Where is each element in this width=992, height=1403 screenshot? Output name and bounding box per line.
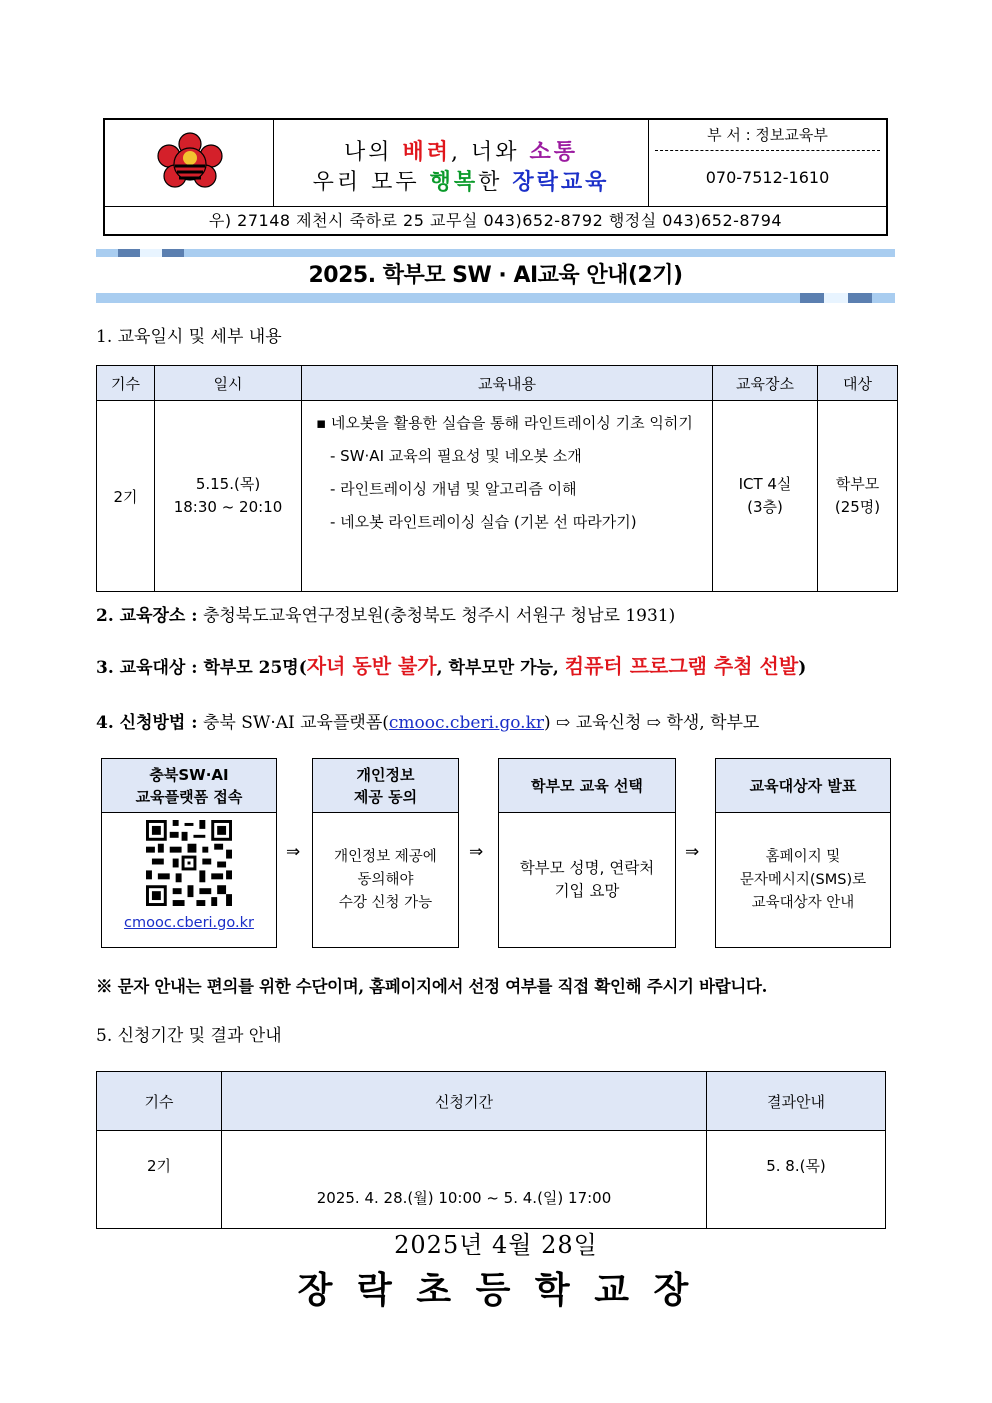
- slogan-2-segment: 우리 모두: [312, 170, 430, 195]
- slogan-line-1: [274, 135, 648, 166]
- issue-date: 2025년 4월 28일: [394, 1231, 598, 1259]
- flow-step-3-title: 학부모 교육 선택: [531, 776, 643, 795]
- title-bar-bottom: [96, 293, 895, 303]
- section-4-text2: ) ⇨ 교육신청 ⇨ 학생, 학부모: [544, 713, 760, 733]
- schedule-table: [96, 365, 898, 592]
- flow-step-3-head: [499, 759, 675, 813]
- department: 부 서 : 정보교육부: [707, 126, 828, 144]
- table-row: [97, 401, 898, 592]
- header-term: 기수: [97, 1072, 222, 1131]
- flow-step-4-body: [716, 813, 890, 947]
- slogan-2-segment: 행복: [429, 169, 479, 195]
- slogan-1-segment: 배려: [402, 139, 451, 165]
- cell-term: 2기: [97, 1131, 222, 1229]
- cell-term: 2기: [97, 401, 155, 592]
- slogan-2-segment: 한: [478, 170, 513, 195]
- section-4-label: 4. 신청방법 :: [96, 713, 198, 733]
- slogan-1-segment: 나의: [343, 140, 403, 165]
- section-2-text: 충청북도교육연구정보원(충청북도 청주시 서원구 청남로 1931): [197, 606, 676, 626]
- notice: ※ 문자 안내는 편의를 위한 수단이며, 홈페이지에서 선정 여부를 직접 확인해 주시기 바랍니다.: [96, 977, 768, 996]
- header-target: 대상: [818, 366, 898, 401]
- flow-arrow: ⇒: [469, 842, 484, 862]
- section-4-text1: 충북 SW·AI 교육플랫폼(: [197, 713, 389, 733]
- header-period: 신청기간: [222, 1072, 707, 1131]
- slogan-1-segment: 소통: [529, 139, 578, 165]
- flow-step-4-text: 홈페이지 및 문자메시지(SMS)로 교육대상자 안내: [739, 848, 867, 911]
- application-table: [96, 1071, 886, 1229]
- flow-step-2-head: [313, 759, 458, 813]
- cell-date: [155, 401, 302, 592]
- place-floor: (3층): [747, 498, 783, 516]
- section-3-end: ): [798, 658, 807, 678]
- flow-step-4: [715, 758, 891, 948]
- flow-step-1: [101, 758, 277, 948]
- content-item: - 네오봇 라인트레이싱 실습 (기본 선 따라가기): [330, 513, 637, 531]
- flow-step-2-text: 개인정보 제공에 동의해야 수강 신청 가능: [334, 848, 437, 911]
- cell-result: 5. 8.(목): [707, 1131, 886, 1229]
- time-value: 18:30 ~ 20:10: [173, 498, 283, 516]
- flow-step-3-text: 학부모 성명, 연락처 기입 요망: [519, 859, 655, 900]
- highlight-no-children: 자녀 동반 불가: [306, 654, 437, 678]
- flow-step-3-body: [499, 813, 675, 947]
- section-3-label: 3. 교육대상 : 학부모 25명(: [96, 658, 307, 678]
- table-header-row: [97, 1072, 886, 1131]
- logo-cell: [105, 120, 274, 206]
- section-5-heading: 5. 신청기간 및 결과 안내: [96, 1026, 282, 1046]
- cell-place: [713, 401, 818, 592]
- target-group: 학부모: [835, 475, 880, 493]
- flow-step-2-title: 개인정보 제공 동의: [353, 765, 418, 806]
- qr-code-icon: [146, 820, 232, 906]
- letterhead: [103, 118, 888, 236]
- cell-target: [818, 401, 898, 592]
- flow-step-4-head: [716, 759, 890, 813]
- place-room: ICT 4실: [738, 475, 792, 493]
- highlight-lottery: 컴퓨터 프로그램 추첨 선발: [564, 654, 799, 678]
- flow-step-2-body: [313, 813, 458, 947]
- header-content: 교육내용: [302, 366, 713, 401]
- table-row: [97, 1131, 886, 1229]
- section-2-label: 2. 교육장소 :: [96, 606, 198, 626]
- content-main: ▪ 네오봇을 활용한 실습을 통해 라인트레이싱 기초 익히기: [316, 414, 693, 432]
- slogan-1-segment: , 너와: [451, 140, 530, 165]
- section-1-heading: 1. 교육일시 및 세부 내용: [96, 327, 282, 347]
- table-header-row: [97, 366, 898, 401]
- school-emblem-icon: [155, 132, 225, 194]
- content-item: - 라인트레이싱 개념 및 알고리즘 이해: [330, 480, 577, 498]
- phone-number: 070-7512-1610: [705, 168, 830, 187]
- content-item: - SW·AI 교육의 필요성 및 네오봇 소개: [330, 447, 582, 465]
- flow-step-1-title: 충북SW·AI 교육플랫폼 접속: [135, 765, 243, 806]
- section-3: [96, 650, 806, 679]
- cell-content: [302, 401, 713, 592]
- title-bar-top: [96, 249, 895, 257]
- header-date: 일시: [155, 366, 302, 401]
- divider: [655, 150, 880, 151]
- page-title: 2025. 학부모 SW · AI교육 안내(2기): [308, 263, 683, 288]
- slogan-2-segment: 장락교육: [512, 169, 610, 195]
- flow-step-4-title: 교육대상자 발표: [749, 776, 857, 795]
- flow-arrow: ⇒: [685, 842, 700, 862]
- platform-link[interactable]: cmooc.cberi.go.kr: [388, 713, 545, 733]
- slogan-line-2: [274, 165, 648, 196]
- cell-period: 2025. 4. 28.(월) 10:00 ~ 5. 4.(일) 17:00: [222, 1131, 707, 1229]
- header-place: 교육장소: [713, 366, 818, 401]
- section-3-mid: , 학부모만 가능,: [436, 658, 565, 678]
- flow-step-1-body: [102, 813, 276, 947]
- slogan-cell: [274, 120, 649, 206]
- header-term: 기수: [97, 366, 155, 401]
- flow-step-1-head: [102, 759, 276, 813]
- target-count: (25명): [834, 498, 881, 516]
- date-value: 5.15.(목): [195, 475, 261, 493]
- flow-arrow: ⇒: [286, 842, 301, 862]
- signature: 장 락 초 등 학 교 장: [297, 1269, 695, 1311]
- flow-step-3: [498, 758, 676, 948]
- section-4: [96, 708, 759, 733]
- flow-step-2: [312, 758, 459, 948]
- section-2: [96, 601, 675, 626]
- header-result: 결과안내: [707, 1072, 886, 1131]
- address-row: 우) 27148 제천시 죽하로 25 교무실 043)652-8792 행정실 043)652-8794: [105, 206, 886, 235]
- flow-platform-link[interactable]: cmooc.cberi.go.kr: [124, 914, 254, 931]
- contact-cell: [649, 120, 886, 206]
